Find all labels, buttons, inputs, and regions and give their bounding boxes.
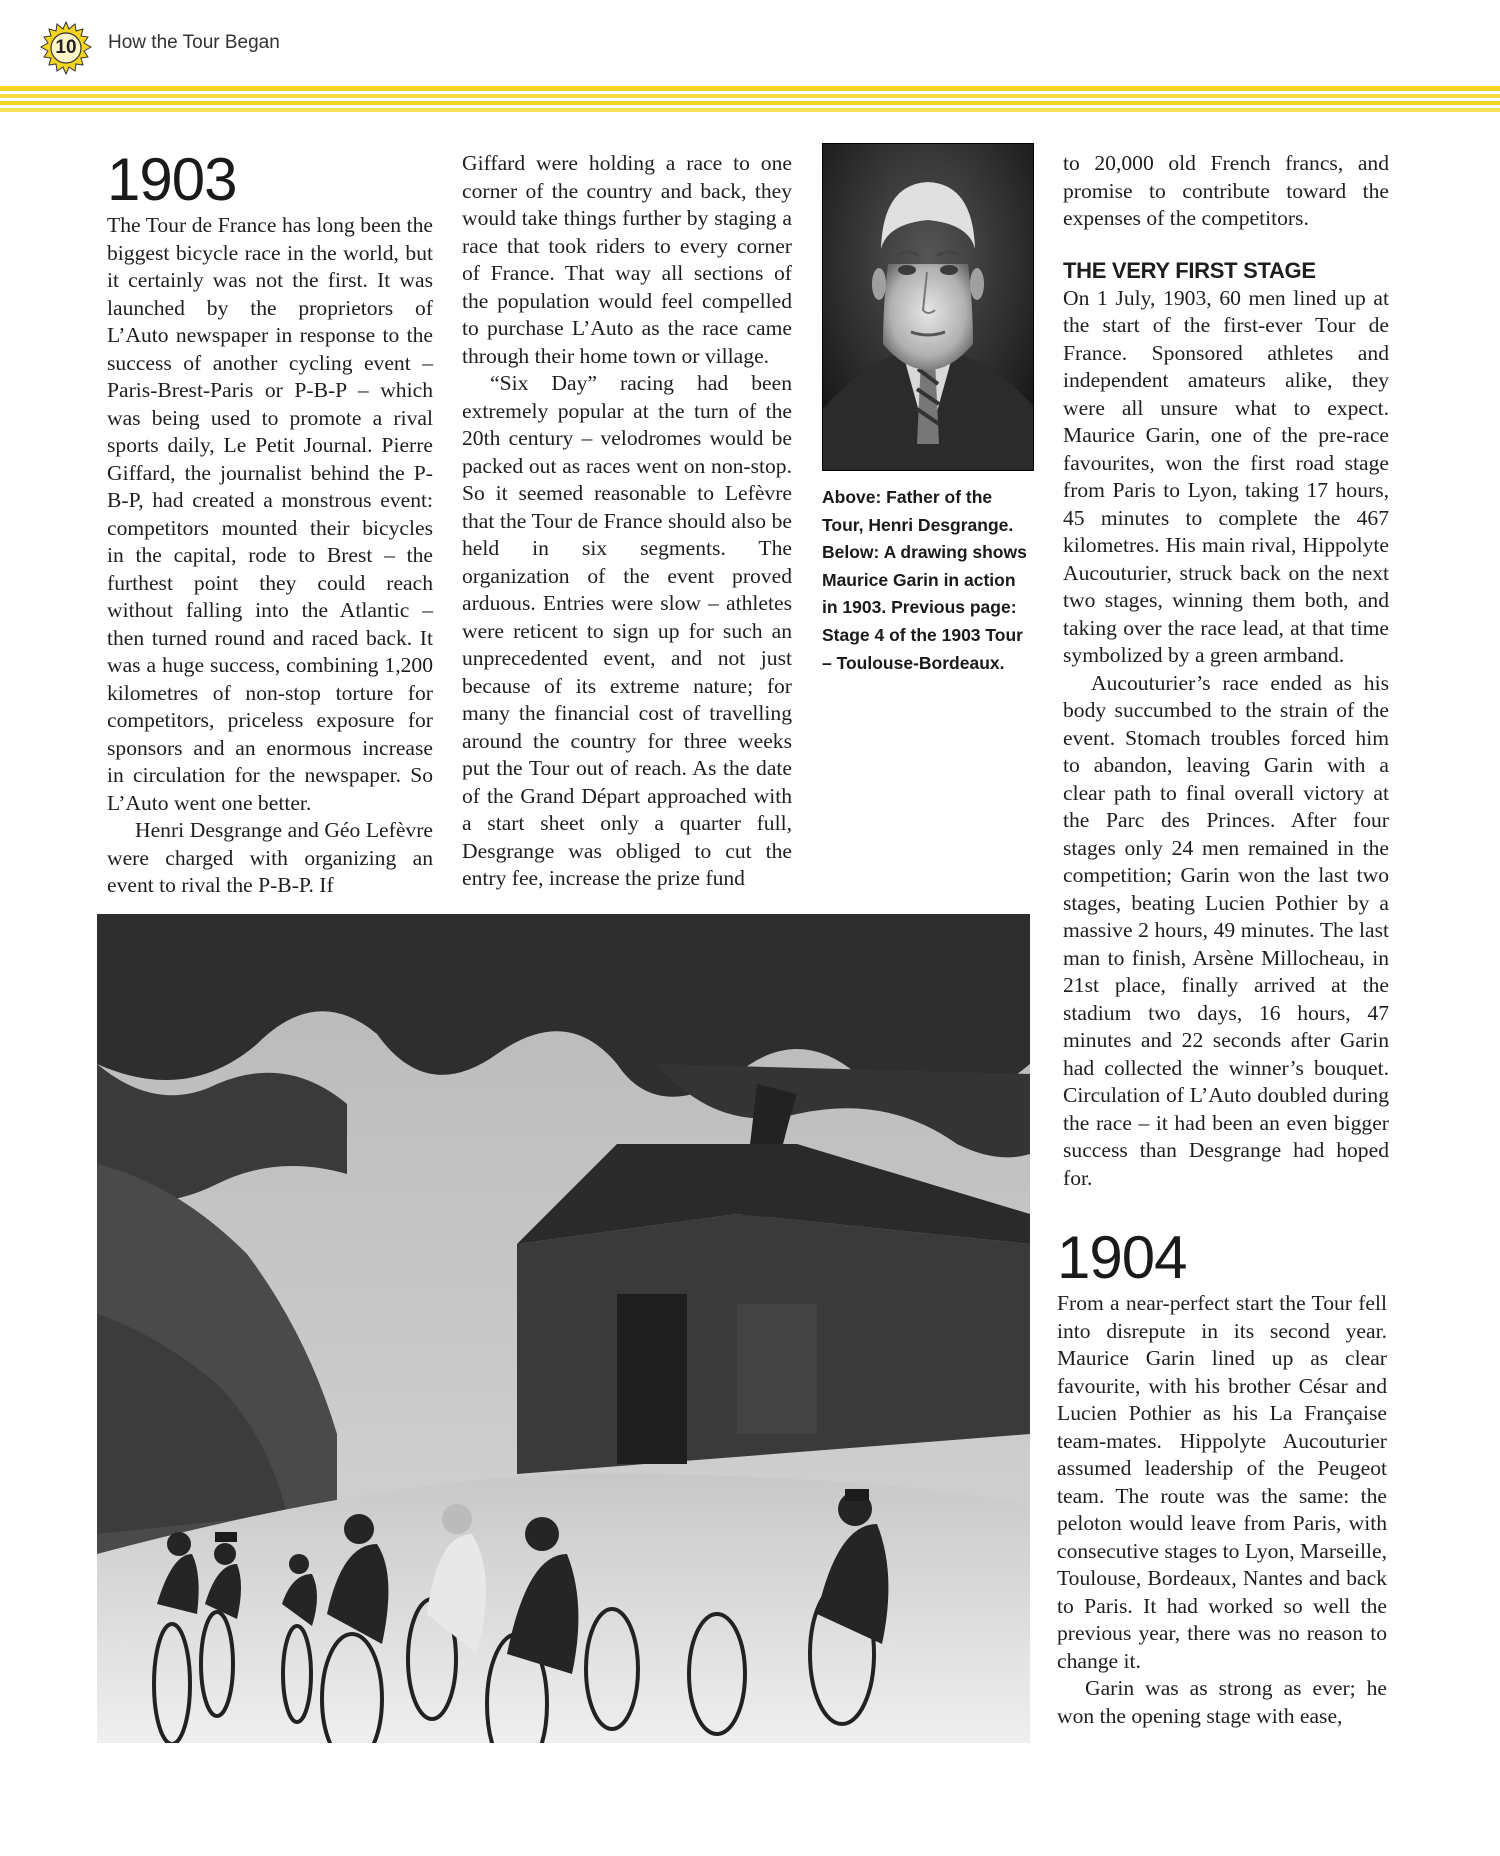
article-column-2	[462, 150, 792, 893]
page-number-badge	[38, 20, 94, 76]
page-header	[0, 0, 1500, 140]
portrait-photo-henri-desgrange	[822, 143, 1034, 471]
paragraph: to 20,000 old French francs, and promise to contribute toward the expenses of the competitors.	[1063, 151, 1389, 230]
article-section-1904	[1057, 1224, 1387, 1730]
article-column-1	[107, 146, 433, 900]
photo-caption: Above: Father of the Tour, Henri Desgrange. Below: A drawing shows Maurice Garin in action in 1903. Previous page: Stage 4 of the 1903 Tour – Toulouse-Bordeaux.	[822, 487, 1027, 673]
year-heading-1903: 1903	[107, 146, 237, 213]
subheading-very-first-stage: THE VERY FIRST STAGE	[1063, 257, 1316, 283]
paragraph: Henri Desgrange and Géo Lefèvre were charged with organizing an event to rival the P-B-P. If	[107, 818, 433, 897]
running-title: How the Tour Began	[108, 32, 280, 53]
yellow-stripe-rule	[0, 84, 1500, 116]
cyclists-photo	[97, 914, 1030, 1743]
paragraph: Aucouturier’s race ended as his body succumbed to the strain of the event. Stomach troubles forced him to abandon, leaving Garin with a clear path to final overall victory at the Parc des Princes. After four stages only 24 men remained in the competition; Garin won the last two stages, beating Lucien Pothier by a massive 2 hours, 49 minutes. The last man to finish, Arsène Millocheau, in 21st place, finally arrived at the stadium two days, 16 hours, 47 minutes and 22 seconds after Garin had collected the winner’s bouquet. Circulation of L’Auto doubled during the race – it had been an even bigger success than Desgrange had hoped for.	[1063, 670, 1389, 1190]
paragraph: On 1 July, 1903, 60 men lined up at the start of the first-ever Tour de France. Sponsored athletes and independent amateurs alike, they were all unsure what to expect. Maurice Garin, one of the pre-race favourites, won the first road stage from Paris to Lyon, taking 17 hours, 45 minutes to complete the 467 kilometres. His main rival, Hippolyte Aucouturier, struck back on the next two stages, winning them both, and taking over the race lead, at that time symbolized by a green armband.	[1063, 285, 1389, 667]
paragraph: The Tour de France has long been the biggest bicycle race in the world, but it certainly was not the first. It was launched by the proprietors of L’Auto newspaper in response to the success of another cycling event – Paris-Brest-Paris or P-B-P – which was being used to promote a rival sports daily, Le Petit Journal. Pierre Giffard, the journalist behind the P-B-P, had created a monstrous event: competitors mounted their bicycles in the capital, rode to Brest – the furthest point they could reach without falling into the Atlantic – then turned round and raced back. It was a huge success, combining 1,200 kilometres of non-stop torture for competitors, priceless exposure for sponsors and an enormous increase in circulation for the newspaper. So L’Auto went one better.	[107, 213, 433, 815]
paragraph: Garin was as strong as ever; he won the opening stage with ease,	[1057, 1676, 1387, 1728]
portrait-image	[823, 144, 1033, 470]
paragraph: “Six Day” racing had been extremely popular at the turn of the 20th century – velodromes would be packed out as races went on non-stop. So it seemed reasonable to Lefèvre that the Tour de France should also be held in six segments. The organization of the event proved arduous. Entries were slow – athletes were reticent to sign up for such an unprecedented event, and not just because of its extreme nature; for many the financial cost of travelling around the country for three weeks put the Tour out of reach. As the date of the Grand Départ approached with a start sheet only a quarter full, Desgrange was obliged to cut the entry fee, increase the prize fund	[462, 371, 792, 890]
paragraph: From a near-perfect start the Tour fell into disrepute in its second year. Maurice Garin lined up as clear favourite, with his brother César and Lucien Pothier as his La Française team-mates. Hippolyte Aucouturier assumed leadership of the Peugeot team. The route was the same: the peloton would leave from Paris, with consecutive stages to Lyon, Marseille, Toulouse, Bordeaux, Nantes and back to Paris. It had worked so well the previous year, there was no reason to change it.	[1057, 1291, 1387, 1673]
paragraph: Giffard were holding a race to one corner of the country and back, they would take things further by staging a race that took riders to every corner of France. That way all sections of the population would feel compelled to purchase L’Auto as the race came through their home town or village.	[462, 151, 792, 368]
cyclists-race-image	[97, 914, 1030, 1743]
year-heading-1904: 1904	[1057, 1224, 1187, 1291]
page-number: 10	[55, 37, 77, 58]
article-column-4	[1063, 150, 1389, 1192]
